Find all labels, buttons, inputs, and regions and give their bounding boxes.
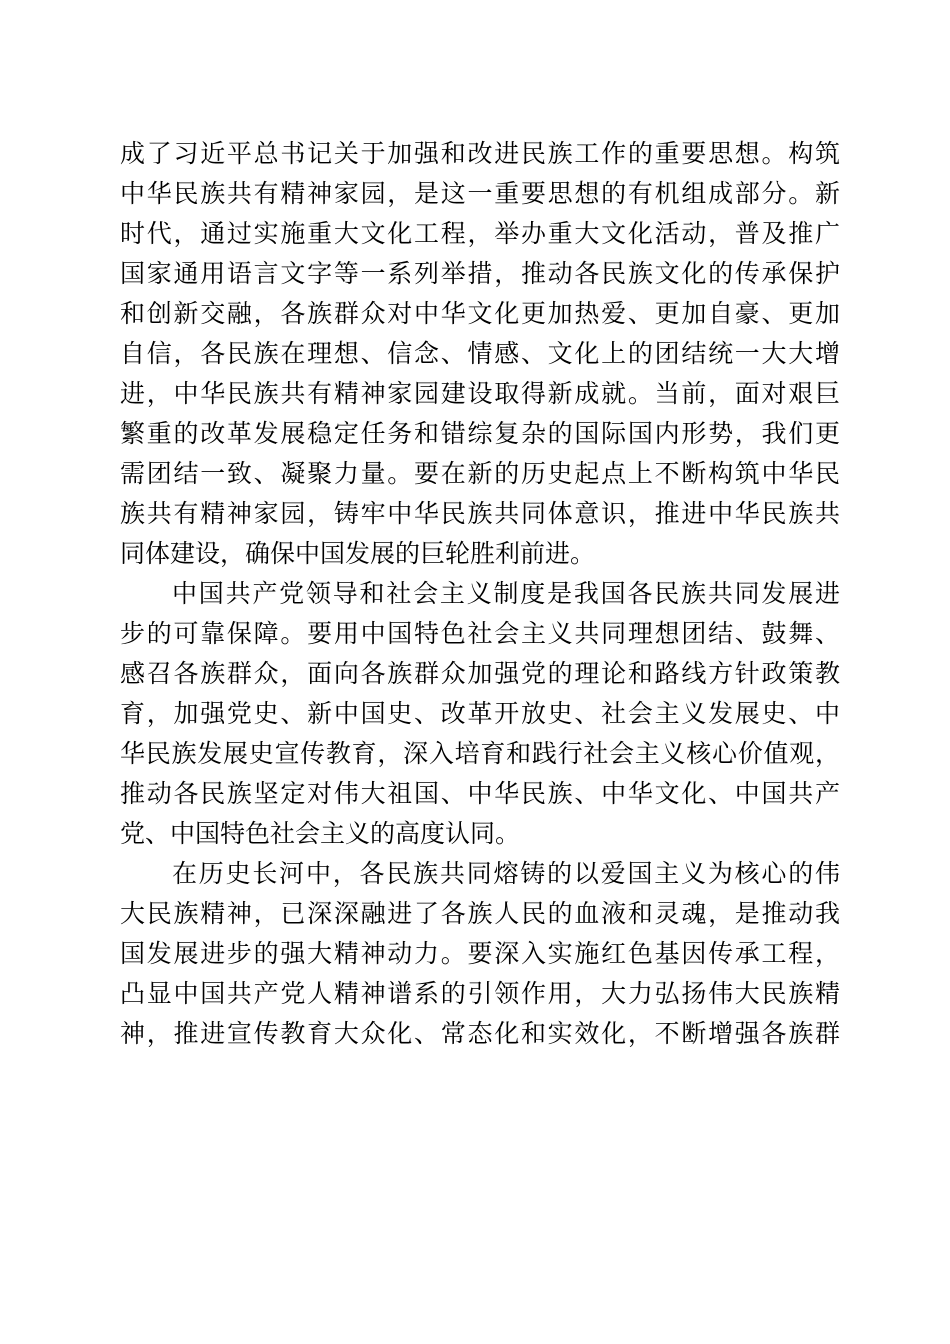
text-line: 中华民族共有精神家园，是这一重要思想的有机组成部分。新 — [120, 179, 840, 208]
paragraph-first-line: 中国共产党领导和社会主义制度是我国各民族共同发展进 — [172, 579, 840, 608]
text-line: 华民族发展史宣传教育，深入培育和践行社会主义核心价值观， — [120, 739, 840, 768]
paragraph-first-line: 在历史长河中，各民族共同熔铸的以爱国主义为核心的伟 — [172, 859, 840, 888]
text-line: 推动各民族坚定对伟大祖国、中华民族、中华文化、中国共产 — [120, 779, 840, 808]
text-line: 国发展进步的强大精神动力。要深入实施红色基因传承工程， — [120, 939, 840, 968]
text-line: 神，推进宣传教育大众化、常态化和实效化，不断增强各族群 — [120, 1019, 840, 1048]
text-line: 进，中华民族共有精神家园建设取得新成就。当前，面对艰巨 — [120, 379, 840, 408]
text-line: 需团结一致、凝聚力量。要在新的历史起点上不断构筑中华民 — [120, 459, 840, 488]
text-line: 步的可靠保障。要用中国特色社会主义共同理想团结、鼓舞、 — [120, 619, 840, 648]
text-line: 时代，通过实施重大文化工程，举办重大文化活动，普及推广 — [120, 219, 840, 248]
text-line: 族共有精神家园，铸牢中华民族共同体意识，推进中华民族共 — [120, 499, 840, 528]
text-line: 繁重的改革发展稳定任务和错综复杂的国际国内形势，我们更 — [120, 419, 840, 448]
text-line: 感召各族群众，面向各族群众加强党的理论和路线方针政策教 — [120, 659, 840, 688]
text-line: 成了习近平总书记关于加强和改进民族工作的重要思想。构筑 — [120, 139, 840, 168]
text-line: 大民族精神，已深深融进了各族人民的血液和灵魂，是推动我 — [120, 899, 840, 928]
text-line: 育，加强党史、新中国史、改革开放史、社会主义发展史、中 — [120, 699, 840, 728]
text-line: 和创新交融，各族群众对中华文化更加热爱、更加自豪、更加 — [120, 299, 840, 328]
text-line: 党、中国特色社会主义的高度认同。 — [120, 819, 521, 848]
text-line: 同体建设，确保中国发展的巨轮胜利前进。 — [120, 539, 596, 568]
text-line: 国家通用语言文字等一系列举措，推动各民族文化的传承保护 — [120, 259, 840, 288]
text-line: 凸显中国共产党人精神谱系的引领作用，大力弘扬伟大民族精 — [120, 979, 840, 1008]
body-text — [120, 134, 840, 1054]
text-line: 自信，各民族在理想、信念、情感、文化上的团结统一大大增 — [120, 339, 840, 368]
